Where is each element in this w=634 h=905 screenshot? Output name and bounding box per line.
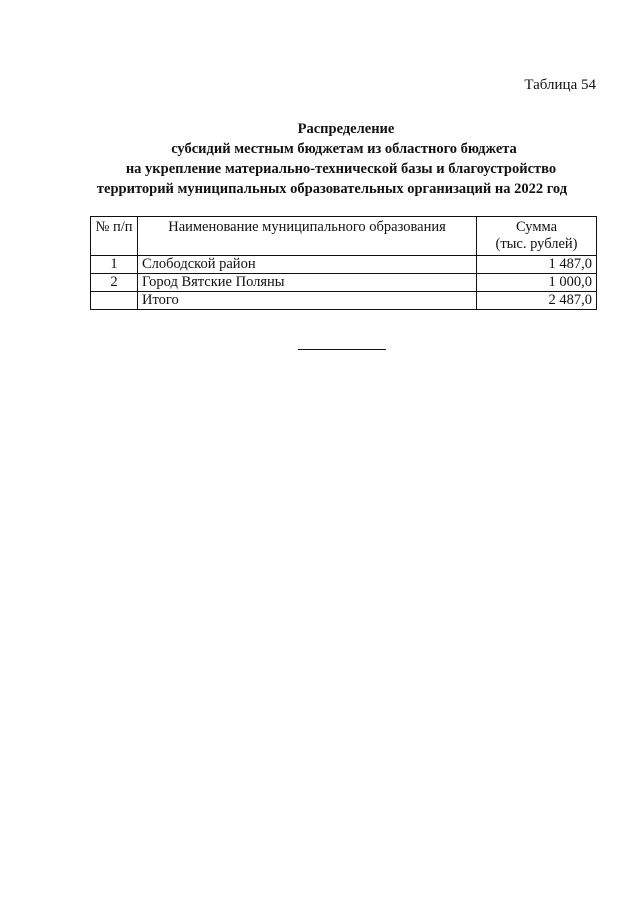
header-sum-unit: (тыс. рублей) [495,236,578,252]
end-divider [298,349,386,350]
header-municipality: Наименование муниципального образования [138,217,477,256]
subsidy-table [90,216,597,310]
title-line: территорий муниципальных образовательных организаций на 2022 год [96,181,568,197]
table-total-row [91,292,597,310]
total-number-cell [91,292,138,310]
table-header-row [91,217,597,256]
total-label: Итого [138,292,477,310]
row-sum: 1 487,0 [477,256,597,274]
title-line: субсидий местным бюджетам из областного бюджета [171,141,517,157]
table-row [91,256,597,274]
row-number: 1 [91,256,138,274]
title-line: Распределение [297,121,395,137]
header-number: № п/п [91,217,138,256]
table-row [91,274,597,292]
row-sum: 1 000,0 [477,274,597,292]
row-municipality: Город Вятские Поляны [138,274,477,292]
document-title [0,119,634,199]
table-number: Таблица 54 [524,77,596,93]
row-number: 2 [91,274,138,292]
header-sum-label: Сумма [515,219,558,235]
title-line: на укрепление материально-технической базы и благоустройство [125,161,557,177]
row-municipality: Слободской район [138,256,477,274]
total-sum: 2 487,0 [477,292,597,310]
header-sum [477,217,597,256]
